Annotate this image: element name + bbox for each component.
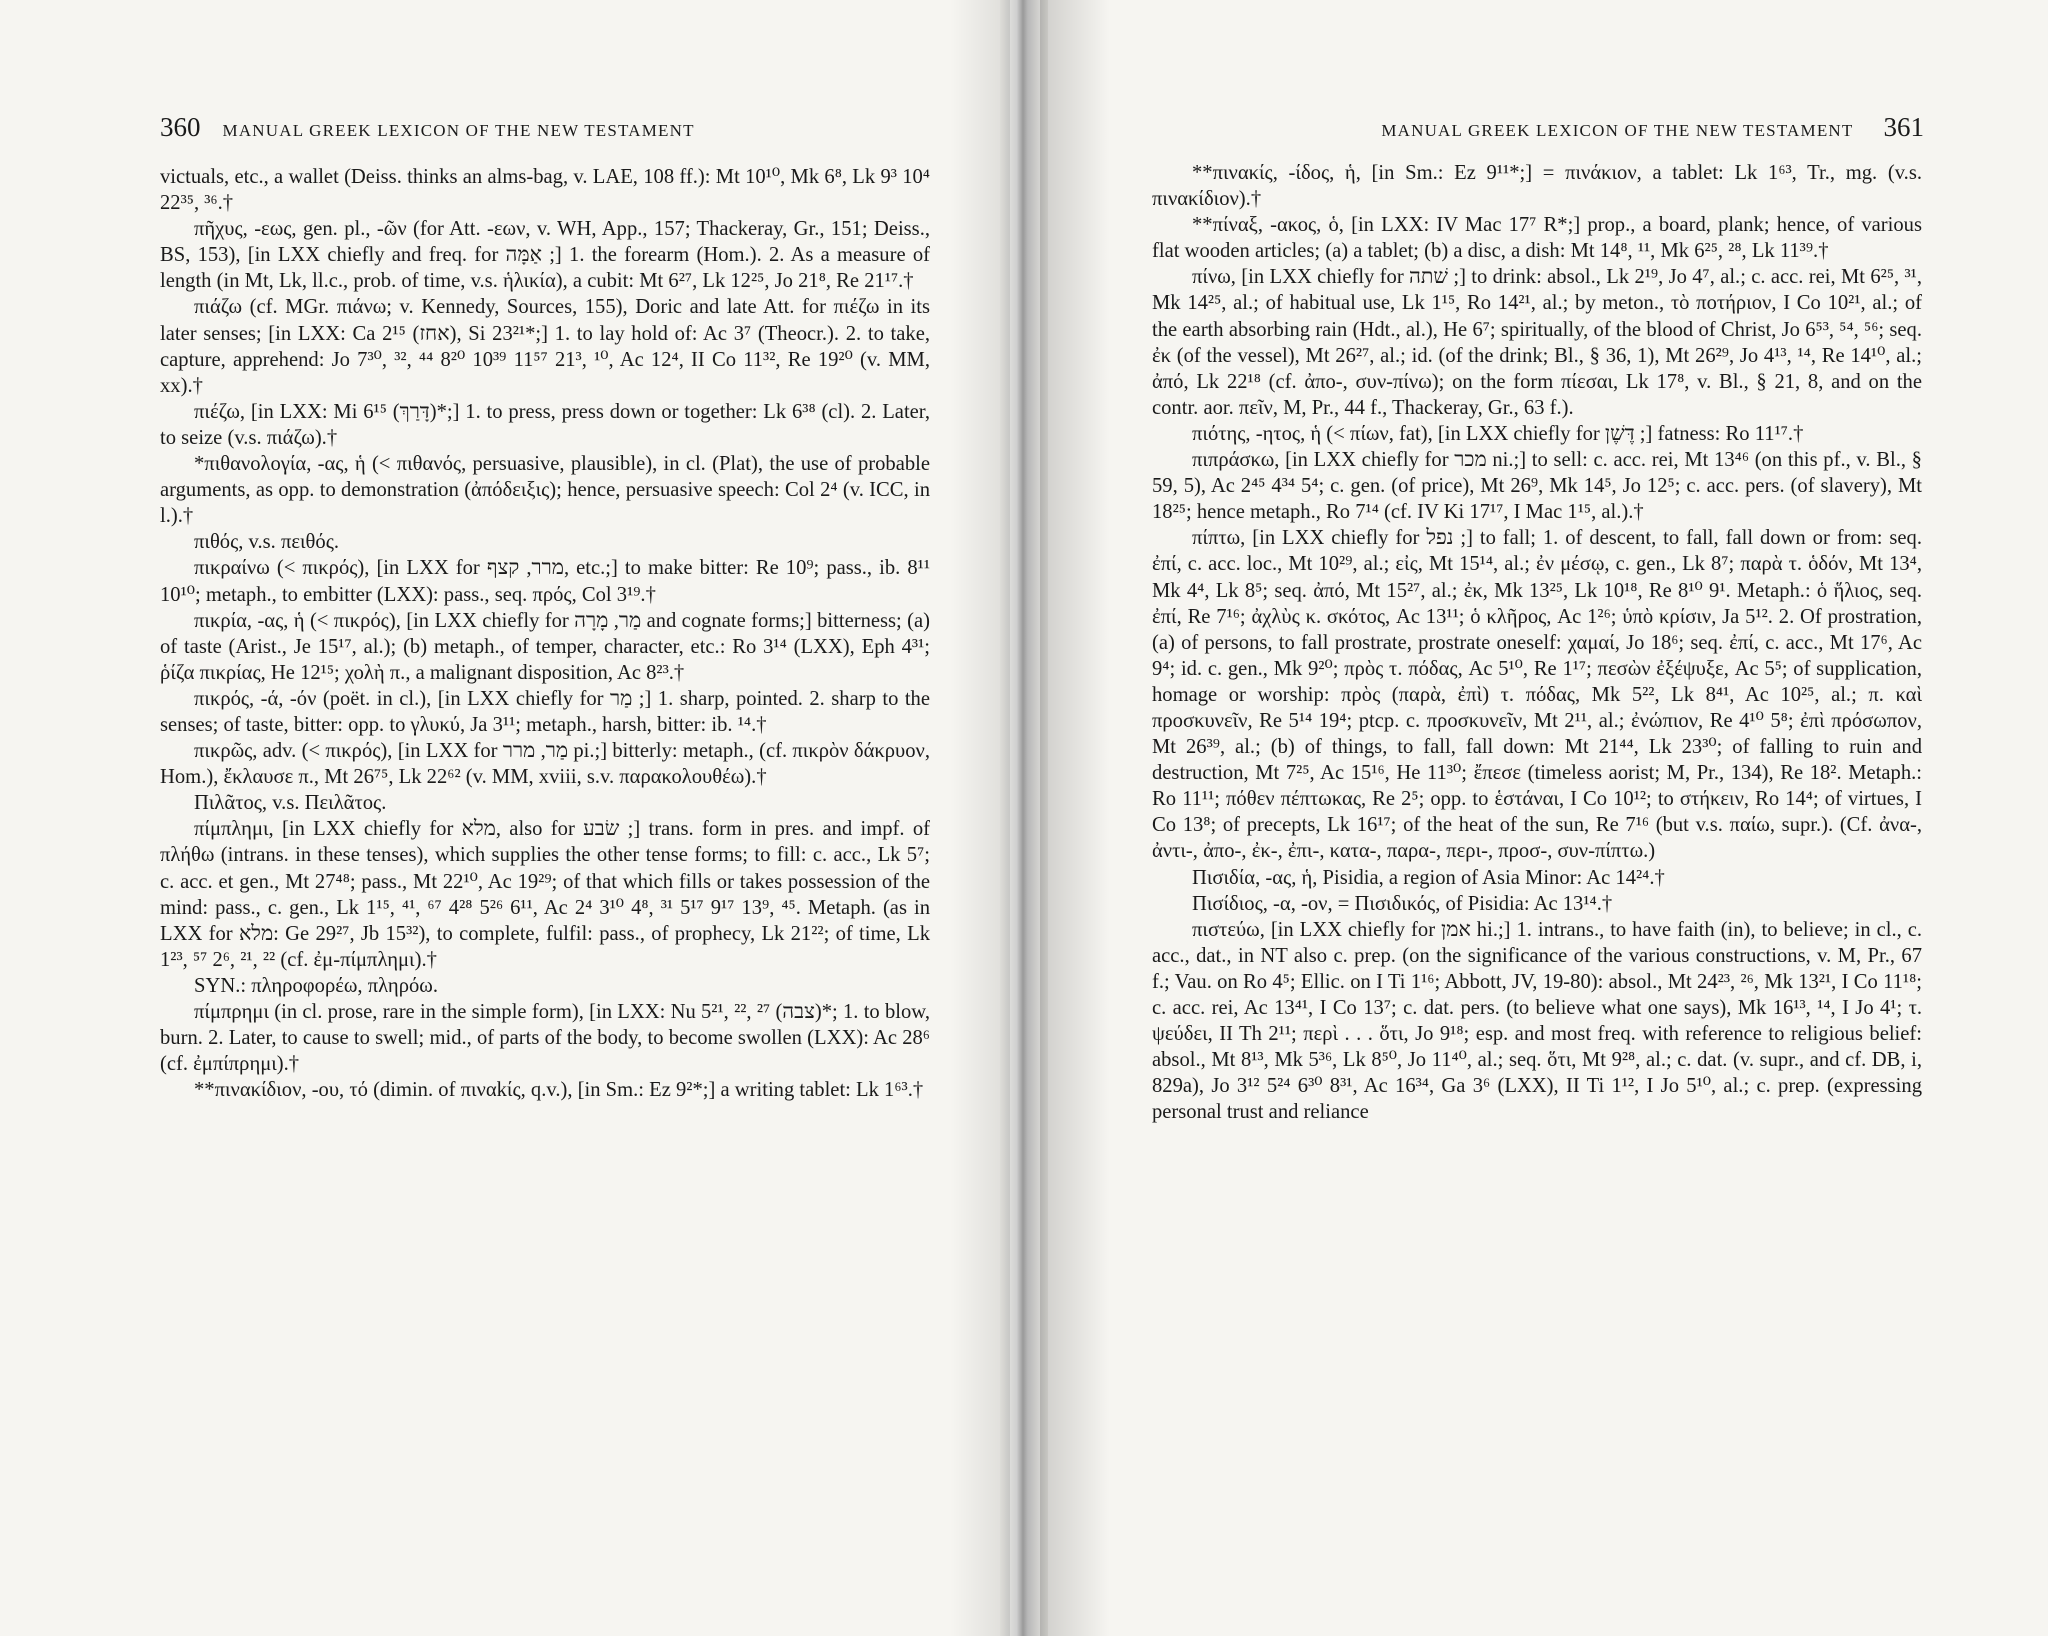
left-page: [0, 0, 1022, 1636]
lexicon-entry: victuals, etc., a wallet (Deiss. thinks an alms-bag, v. LAE, 108 ff.): Mt 10¹⁰, Mk 6⁸, Lk 9³ 10⁴ 22³⁵, ³⁶.†: [160, 166, 930, 215]
synonyms-line: SYN.: πληροφορέω, πληρόω.: [194, 974, 438, 997]
lexicon-entry: πιέζω, [in LXX: Mi 6¹⁵ (דָּרַךְ)*;] 1. to press, press down or together: Lk 6³⁸ (cl). 2. Later, to seize (v.s. πιάζω).†: [160, 400, 930, 449]
right-page-body: [1152, 160, 1922, 1125]
right-page-curl-shadow: [1040, 0, 1110, 1636]
lexicon-entry: πίμπρημι (in cl. prose, rare in the simple form), [in LXX: Nu 5²¹, ²², ²⁷ (צבה)*; 1. to blow, burn. 2. Later, to cause to swell; mid., of parts of the body, to become swollen (LXX): Ac 28⁶ (cf. ἐμπίπρημι).†: [160, 1001, 930, 1076]
left-page-body: [160, 164, 930, 1103]
lexicon-entry: πίνω, [in LXX chiefly for שׁתה ;] to drink: absol., Lk 2¹⁹, Jo 4⁷, al.; c. acc. rei, Mt 6²⁵, ³¹, Mk 14²⁵, al.; of habitual use, Lk 1¹⁵, Ro 14²¹, al.; by meton., τὸ ποτήριον, I Co 10²¹, al.; of the earth absorbing rain (Hdt., al.), He 6⁷; spiritually, of the blood of Christ, Jo 6⁵³, ⁵⁴, ⁵⁶; seq. ἐκ (of the vessel), Mt 26²⁷, al.; id. (of the drink; Bl., § 36, 1), Mt 26²⁹, Jo 4¹³, ¹⁴, Re 14¹⁰, al.; ἀπό, Lk 22¹⁸ (cf. ἀπο-, συν-πίνω); on the form πίεσαι, Lk 17⁸, v. Bl., § 21, 8, and on the contr. aor. πεῖν, M, Pr., 44 f., Thackeray, Gr., 63 f.).: [1152, 266, 1922, 419]
left-page-number: 360: [160, 112, 201, 142]
right-page-number: 361: [1883, 112, 1924, 142]
lexicon-entry: **πινακίδιον, -ου, τό (dimin. of πιναkίς, q.v.), [in Sm.: Ez 9²*;] a writing tablet: Lk 1⁶³.†: [194, 1079, 924, 1102]
lexicon-entry: πίμπλημι, [in LXX chiefly for מלא, also for שׂבע ;] trans. form in pres. and impf. of πλήθω (intrans. in these tenses), which supplies the other tense forms; to fill: c. acc., Lk 5⁷; c. acc. et gen., Mt 27⁴⁸; pass., Mt 22¹⁰, Ac 19²⁹; of that which fills or takes possession of the mind: pass., c. gen., Lk 1¹⁵, ⁴¹, ⁶⁷ 4²⁸ 5²⁶ 6¹¹, Ac 2⁴ 3¹⁰ 4⁸, ³¹ 5¹⁷ 9¹⁷ 13⁹, ⁴⁵. Metaph. (as in LXX for מלא: Ge 29²⁷, Jb 15³²), to complete, fulfil: pass., of prophecy, Lk 21²²; of time, Lk 1²³, ⁵⁷ 2⁶, ²¹, ²² (cf. ἐμ-πίμπλημι).†: [160, 818, 931, 971]
left-page-header: [160, 112, 860, 143]
lexicon-entry: Πισιδία, -ας, ἡ, Pisidia, a region of Asia Minor: Ac 14²⁴.†: [1192, 866, 1665, 889]
lexicon-entry: πικρός, -ά, -όν (poët. in cl.), [in LXX chiefly for מַר ;] 1. sharp, pointed. 2. sharp to the senses; of taste, bitter: opp. to γλυκύ, Ja 3¹¹; metaph., harsh, bitter: ib. ¹⁴.†: [160, 687, 930, 736]
lexicon-entry: πιάζω (cf. MGr. πιάνω; v. Kennedy, Sources, 155), Doric and late Att. for πιέζω in its later senses; [in LXX: Ca 2¹⁵ (אחז), Si 23²¹*;] 1. to lay hold of: Ac 3⁷ (Theocr.). 2. to take, capture, apprehend: Jo 7³⁰, ³², ⁴⁴ 8²⁰ 10³⁹ 11⁵⁷ 21³, ¹⁰, Ac 12⁴, II Co 11³², Re 19²⁰ (v. MM, xx).†: [160, 296, 930, 397]
right-page: [1034, 0, 2048, 1636]
lexicon-entry: **πίναξ, -ακος, ὁ, [in LXX: IV Mac 17⁷ R*;] prop., a board, plank; hence, of various flat wooden articles; (a) a tablet; (b) a disc, a dish: Mt 14⁸, ¹¹, Mk 6²⁵, ²⁸, Lk 11³⁹.†: [1152, 214, 1922, 263]
lexicon-entry: πιπράσκω, [in LXX chiefly for מכר ni.;] to sell: c. acc. rei, Mt 13⁴⁶ (on this pf., v. Bl., § 59, 5), Ac 2⁴⁵ 4³⁴ 5⁴; c. gen. (of price), Mt 26⁹, Mk 14⁵, Jo 12⁵; c. acc. pers. (of slavery), Mt 18²⁵; hence metaph., Ro 7¹⁴ (cf. IV Ki 17¹⁷, I Mac 1¹⁵, al.).†: [1152, 449, 1922, 524]
left-running-title: MANUAL GREEK LEXICON OF THE NEW TESTAMENT: [222, 121, 695, 140]
lexicon-entry: Πισίδιος, -α, -ον, = Πισιδικός, of Pisidia: Ac 13¹⁴.†: [1192, 892, 1613, 915]
lexicon-entry: πικρῶς, adv. (< πικρός), [in LXX for מַר, מרר pi.;] bitterly: metaph., (cf. πικρὸν δάκρυον, Hom.), ἔκλαυσε π., Mt 26⁷⁵, Lk 22⁶² (v. MM, xviii, s.v. παρακολουθέω).†: [160, 740, 930, 789]
left-page-curl-shadow: [950, 0, 1010, 1636]
lexicon-entry: πιθός, v.s. πειθός.: [194, 531, 340, 554]
lexicon-entry: πίπτω, [in LXX chiefly for נפל ;] to fall; 1. of descent, to fall, fall down or from: seq. ἐπί, c. acc. loc., Mt 10²⁹, al.; εἰς, Mt 15¹⁴, al.; ἐν μέσῳ, c. gen., Lk 8⁷; παρὰ τ. ὁδόν, Mt 13⁴, Mk 4⁴, Lk 8⁵; seq. ἀπό, Mt 15²⁷, al.; ἐκ, Mk 13²⁵, Lk 10¹⁸, Re 8¹⁰ 9¹. Metaph.: ὁ ἥλιος, seq. ἐπί, Re 7¹⁶; ἀχλὺς κ. σκότος, Ac 13¹¹; ὁ κλῆρος, Ac 1²⁶; ὑπὸ κρίσιν, Ja 5¹². 2. Of prostration, (a) of persons, to fall prostrate, prostrate oneself: χαμαί, Jo 18⁶; seq. ἐπί, c. acc., Mt 17⁶, Ac 9⁴; id. c. gen., Mk 9²⁰; πρὸς τ. πόδας, Ac 5¹⁰, Re 1¹⁷; πεσὼν ἐξέψυξε, Ac 5⁵; of supplication, homage or worship: πρὸς (παρὰ, ἐπὶ) τ. πόδας, Mk 5²², Lk 8⁴¹, Ac 10²⁵, al.; π. καὶ προσκυνεῖν, Re 5¹⁴ 19⁴; ptcp. c. προσκυνεῖν, Mt 2¹¹, al.; ἐνώπιον, Re 4¹⁰ 5⁸; ἐπὶ πρόσωπον, Mt 26³⁹, al.; (b) of things, to fall, fall down: Mt 21⁴⁴, Lk 23³⁰; of falling to ruin and destruction, Mt 7²⁵, Ac 15¹⁶, He 11³⁰; ἔπεσε (timeless aorist; M, Pr., 134), Re 18². Metaph.: Ro 11¹¹; πόθεν πέπτωκας, Re 2⁵; opp. to ἑστάναι, I Co 10¹²; to στήκειν, Ro 14⁴; of virtues, I Co 13⁸; of precepts, Lk 16¹⁷; of the heat of the sun, Re 7¹⁶ (but v.s. παίω, supr.). (Cf. ἀνα-, ἀντι-, ἀπο-, ἐκ-, ἐπι-, κατα-, παρα-, περι-, προσ-, συν-πίπτω.): [1152, 527, 1922, 863]
lexicon-entry: πικρία, -ας, ἡ (< πικρός), [in LXX chiefly for מַר, מָרָה and cognate forms;] bitterness; (a) of taste (Arist., Je 15¹⁷, al.); (b) metaph., of temper, character, etc.: Ro 3¹⁴ (LXX), Eph 4³¹; ῥίζα πικρίας, He 12¹⁵; χολὴ π., a malignant disposition, Ac 8²³.†: [160, 609, 930, 684]
lexicon-entry: **πινακίς, -ίδος, ἡ, [in Sm.: Ez 9¹¹*;] = πινάκιον, a tablet: Lk 1⁶³, Tr., mg. (v.s. πινακίδιον).†: [1152, 162, 1922, 211]
lexicon-entry: πιστεύω, [in LXX chiefly for אמן hi.;] 1. intrans., to have faith (in), to believe; in cl., c. acc., dat., in NT also c. prep. (on the significance of the various constructions, v. M, Pr., 67 f.; Vau. on Ro 4⁵; Ellic. on I Ti 1¹⁶; Abbott, JV, 19-80): absol., Mt 24²³, ²⁶, Mk 13²¹, I Co 11¹⁸; c. acc. rei, Ac 13⁴¹, I Co 13⁷; c. dat. pers. (to believe what one says), Mk 16¹³, ¹⁴, I Jo 4¹; τ. ψεύδει, II Th 2¹¹; περὶ . . . ὅτι, Jo 9¹⁸; esp. and most freq. with reference to religious belief: absol., Mt 8¹³, Mk 5³⁶, Lk 8⁵⁰, Jo 11⁴⁰, al.; seq. ὅτι, Mt 9²⁸, al.; c. dat. (v. supr., and cf. DB, i, 829a), Jo 3¹² 5²⁴ 6³⁰ 8³¹, Ac 16³⁴, Ga 3⁶ (LXX), II Ti 1¹², I Jo 5¹⁰, al.; c. prep. (expressing personal trust and reliance: [1152, 918, 1922, 1124]
lexicon-entry: Πιλᾶτος, v.s. Πειλᾶτος.: [194, 792, 387, 815]
right-running-title: MANUAL GREEK LEXICON OF THE NEW TESTAMENT: [1381, 121, 1854, 140]
lexicon-entry: πικραίνω (< πικρός), [in LXX for מרר, קצף, etc.;] to make bitter: Re 10⁹; pass., ib. 8¹¹ 10¹⁰; metaph., to embitter (LXX): pass., seq. πρός, Col 3¹⁹.†: [160, 557, 930, 606]
right-page-header: [1196, 112, 1924, 143]
lexicon-entry: *πιθανολογία, -ας, ἡ (< πιθανός, persuasive, plausible), in cl. (Plat), the use of probable arguments, as opp. to demonstration (ἀπόδειξις); hence, persuasive speech: Col 2⁴ (v. ICC, in l.).†: [160, 453, 930, 528]
lexicon-entry: πῆχυς, -εως, gen. pl., -ῶν (for Att. -εων, v. WH, App., 157; Thackeray, Gr., 151; Deiss., BS, 153), [in LXX chiefly and freq. for אַמָּה ;] 1. the forearm (Hom.). 2. As a measure of length (in Mt, Lk, ll.c., prob. of time, v.s. ἡλικία), a cubit: Mt 6²⁷, Lk 12²⁵, Jo 21⁸, Re 21¹⁷.†: [160, 218, 930, 293]
lexicon-entry: πιότης, -ητος, ἡ (< πίων, fat), [in LXX chiefly for דֶּשֶׁן ;] fatness: Ro 11¹⁷.†: [1192, 422, 1804, 445]
